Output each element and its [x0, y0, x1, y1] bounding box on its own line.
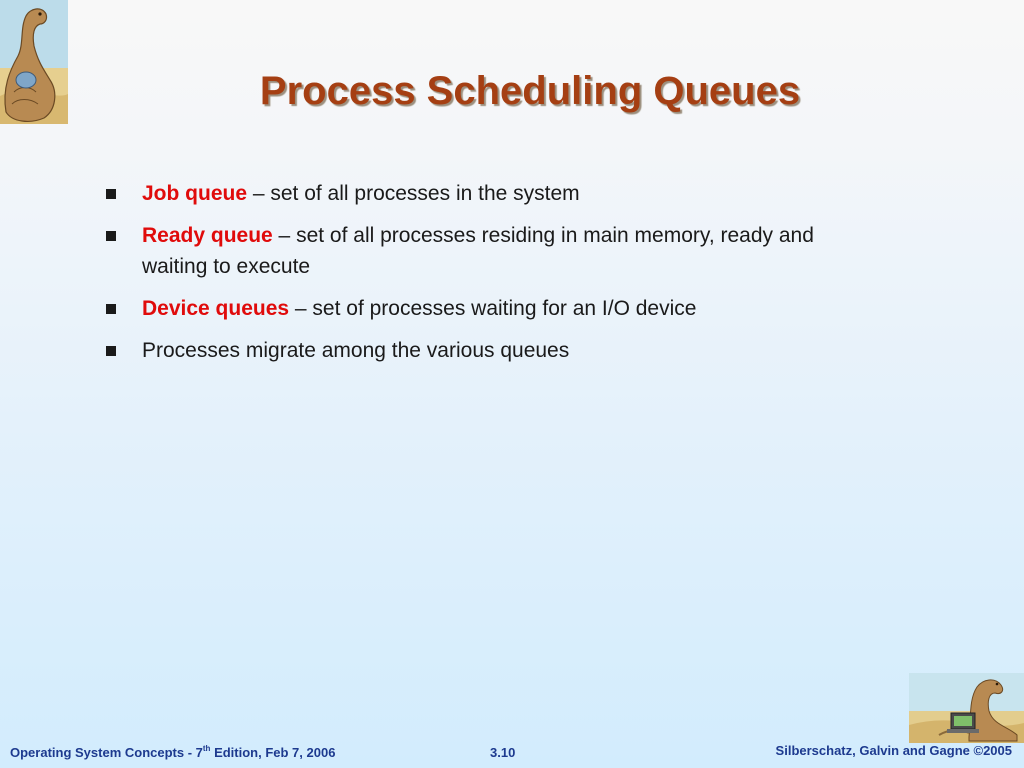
page-number: 3.10	[490, 745, 516, 760]
bullet-item-job-queue	[104, 178, 884, 209]
dinosaur-logo-icon	[0, 0, 68, 124]
bullet-text: – set of all processes in the system	[247, 182, 580, 205]
square-bullet-icon	[106, 346, 116, 356]
dinosaur-laptop-icon	[909, 673, 1024, 743]
bullet-item-migration	[104, 335, 884, 366]
bullet-term: Device queues	[142, 297, 290, 320]
bullet-text: – set of all processes residing in main memory, ready and waiting to execute	[142, 224, 814, 278]
bullet-list	[104, 178, 884, 377]
footer-course-info: Operating System Concepts - 7th Edition, Feb 7, 2006	[10, 744, 336, 760]
bullet-text: – set of processes waiting for an I/O device	[289, 297, 697, 320]
bullet-text: Processes migrate among the various queues	[142, 339, 570, 362]
slide-title: Process Scheduling Queues	[259, 68, 801, 113]
square-bullet-icon	[106, 189, 116, 199]
square-bullet-icon	[106, 304, 116, 314]
bullet-item-device-queues	[104, 293, 884, 324]
bullet-term: Job queue	[142, 182, 248, 205]
bullet-term: Ready queue	[142, 224, 273, 247]
square-bullet-icon	[106, 231, 116, 241]
footer-copyright: Silberschatz, Galvin and Gagne ©2005	[775, 743, 1012, 758]
bullet-item-ready-queue	[104, 220, 884, 282]
